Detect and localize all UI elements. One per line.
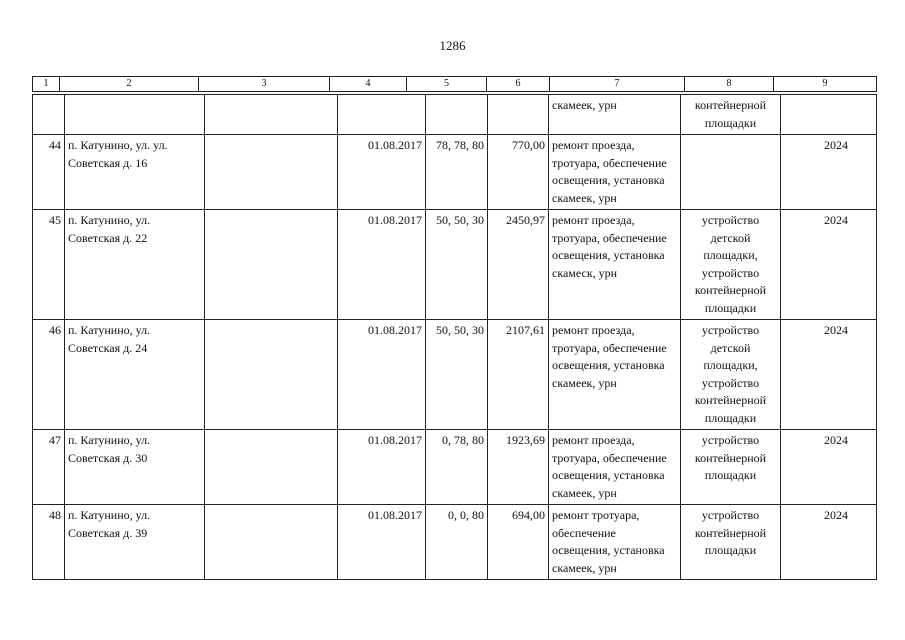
year-cell: 2024 [781,135,877,210]
extra-works-cell: устройство детской площадки, устройство контейнерной площадки [681,210,781,320]
wear-cell: 50, 50, 30 [426,210,488,320]
column-number-cell: 9 [774,77,877,92]
data-table [32,94,877,580]
works-cell: скамеек, урн [549,95,681,135]
extra-works-cell: контейнерной площадки [681,95,781,135]
table-row [33,430,877,505]
column-number-cell: 6 [487,77,550,92]
row-number-cell: 45 [33,210,65,320]
column-number-cell: 8 [685,77,774,92]
address-cell: п. Катунино, ул. Советская д. 22 [65,210,205,320]
row-number-cell: 47 [33,430,65,505]
address-cell: п. Катунино, ул. Советская д. 39 [65,505,205,580]
extra-works-cell: устройство контейнерной площадки [681,505,781,580]
area-cell: 1923,69 [488,430,549,505]
area-cell: 770,00 [488,135,549,210]
extra-works-cell [681,135,781,210]
column-number-cell: 1 [33,77,60,92]
works-cell: ремонт тротуара, обеспечение освещения, установка скамеек, урн [549,505,681,580]
wear-cell: 0, 78, 80 [426,430,488,505]
date-cell: 01.08.2017 [338,210,426,320]
col3-cell [205,135,338,210]
column-number-header [32,76,877,92]
date-cell: 01.08.2017 [338,430,426,505]
col3-cell [205,320,338,430]
column-number-cell: 7 [550,77,685,92]
table-row [33,505,877,580]
row-number-cell: 46 [33,320,65,430]
extra-works-cell: устройство детской площадки, устройство контейнерной площадки [681,320,781,430]
column-number-cell: 3 [199,77,330,92]
table-row [33,135,877,210]
wear-cell: 78, 78, 80 [426,135,488,210]
works-cell: ремонт проезда, тротуара, обеспечение освещения, установка скамеек, урн [549,135,681,210]
page-number: 1286 [439,38,466,53]
year-cell: 2024 [781,320,877,430]
works-cell: ремонт проезда, тротуара, обеспечение освещения, установка скамеек, урн [549,320,681,430]
date-cell: 01.08.2017 [338,505,426,580]
area-cell: 2107,61 [488,320,549,430]
row-number-cell: 44 [33,135,65,210]
area-cell: 694,00 [488,505,549,580]
column-number-row [33,77,877,92]
col3-cell [205,505,338,580]
date-cell: 01.08.2017 [338,135,426,210]
wear-cell: 0, 0, 80 [426,505,488,580]
address-cell: п. Катунино, ул. Советская д. 30 [65,430,205,505]
table-row [33,320,877,430]
works-cell: ремонт проезда, тротуара, обеспечение освещения, установка скамеек, урн [549,430,681,505]
column-number-cell: 5 [407,77,487,92]
year-cell: 2024 [781,430,877,505]
col3-cell [205,210,338,320]
col3-cell [205,430,338,505]
continuation-row [33,95,877,135]
date-cell: 01.08.2017 [338,320,426,430]
year-cell: 2024 [781,505,877,580]
works-cell: ремонт проезда, тротуара, обеспечение освещения, установка скамеск, урн [549,210,681,320]
table-row [33,210,877,320]
area-cell: 2450,97 [488,210,549,320]
wear-cell: 50, 50, 30 [426,320,488,430]
address-cell: п. Катунино, ул. Советская д. 24 [65,320,205,430]
extra-works-cell: устройство контейнерной площадки [681,430,781,505]
column-number-cell: 2 [60,77,199,92]
row-number-cell: 48 [33,505,65,580]
address-cell: п. Катунино, ул. ул. Советская д. 16 [65,135,205,210]
column-number-cell: 4 [330,77,407,92]
year-cell: 2024 [781,210,877,320]
